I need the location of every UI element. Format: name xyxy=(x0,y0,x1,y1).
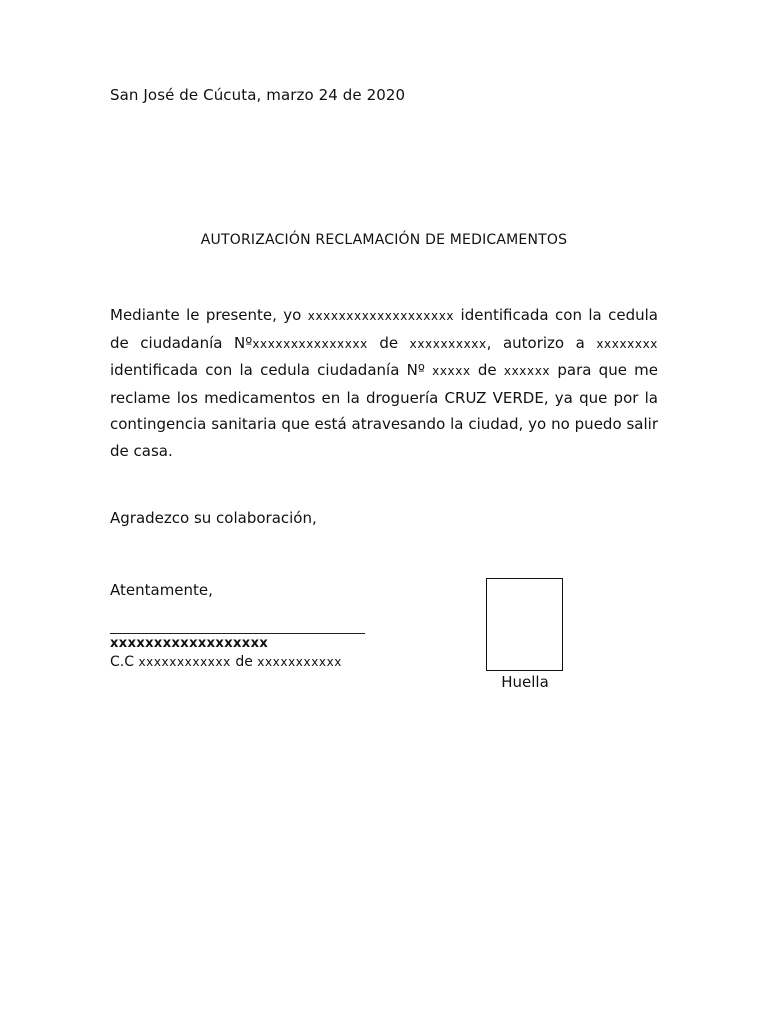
id-placeholder: xxxxxxxxxxxxxxx xyxy=(252,336,368,351)
fingerprint-box xyxy=(486,578,563,671)
city-placeholder: xxxxxxxxxx xyxy=(409,336,487,351)
body-text-segment: para que me reclame los medicamentos en la droguería CRUZ VERDE, ya que por la contingencia sanitaria que está atravesando la ciudad, yo no puedo salir de casa. xyxy=(110,361,659,460)
body-text-segment: Mediante le presente, yo xyxy=(110,306,308,324)
signature-name: xxxxxxxxxxxxxxxxxx xyxy=(110,636,269,651)
signature-id-line xyxy=(110,654,342,670)
name-placeholder: xxxxxxxxxxxxxxxxxxx xyxy=(307,309,455,323)
body-text-segment: identificada con la cedula de ciudadanía Nº xyxy=(110,306,658,352)
document-title: AUTORIZACIÓN RECLAMACIÓN DE MEDICAMENTOS xyxy=(200,232,568,248)
signature-id-middle: de xyxy=(230,654,258,670)
signature-id-placeholder: xxxxxxxxxxxx xyxy=(138,655,231,669)
fingerprint-label: Huella xyxy=(501,673,549,691)
signature-id-prefix: C.C xyxy=(110,654,139,670)
thanks-line: Agradezco su colaboración, xyxy=(110,509,317,527)
authorized-name-placeholder: xxxxxxxx xyxy=(596,336,658,351)
date-line: San José de Cúcuta, marzo 24 de 2020 xyxy=(110,86,406,104)
authorized-id-placeholder: xxxxx xyxy=(432,364,471,378)
body-paragraph xyxy=(110,302,658,464)
closing-line: Atentamente, xyxy=(110,581,213,599)
body-text-segment: , autorizo a xyxy=(486,333,597,352)
body-text-segment: de xyxy=(367,333,410,352)
signature-line xyxy=(110,633,365,634)
authorized-city-placeholder: xxxxxx xyxy=(503,364,551,378)
body-text-segment: identificada con la cedula ciudadanía Nº xyxy=(110,361,433,379)
signature-city-placeholder: xxxxxxxxxxx xyxy=(257,655,342,669)
body-text-segment: de xyxy=(470,361,504,379)
